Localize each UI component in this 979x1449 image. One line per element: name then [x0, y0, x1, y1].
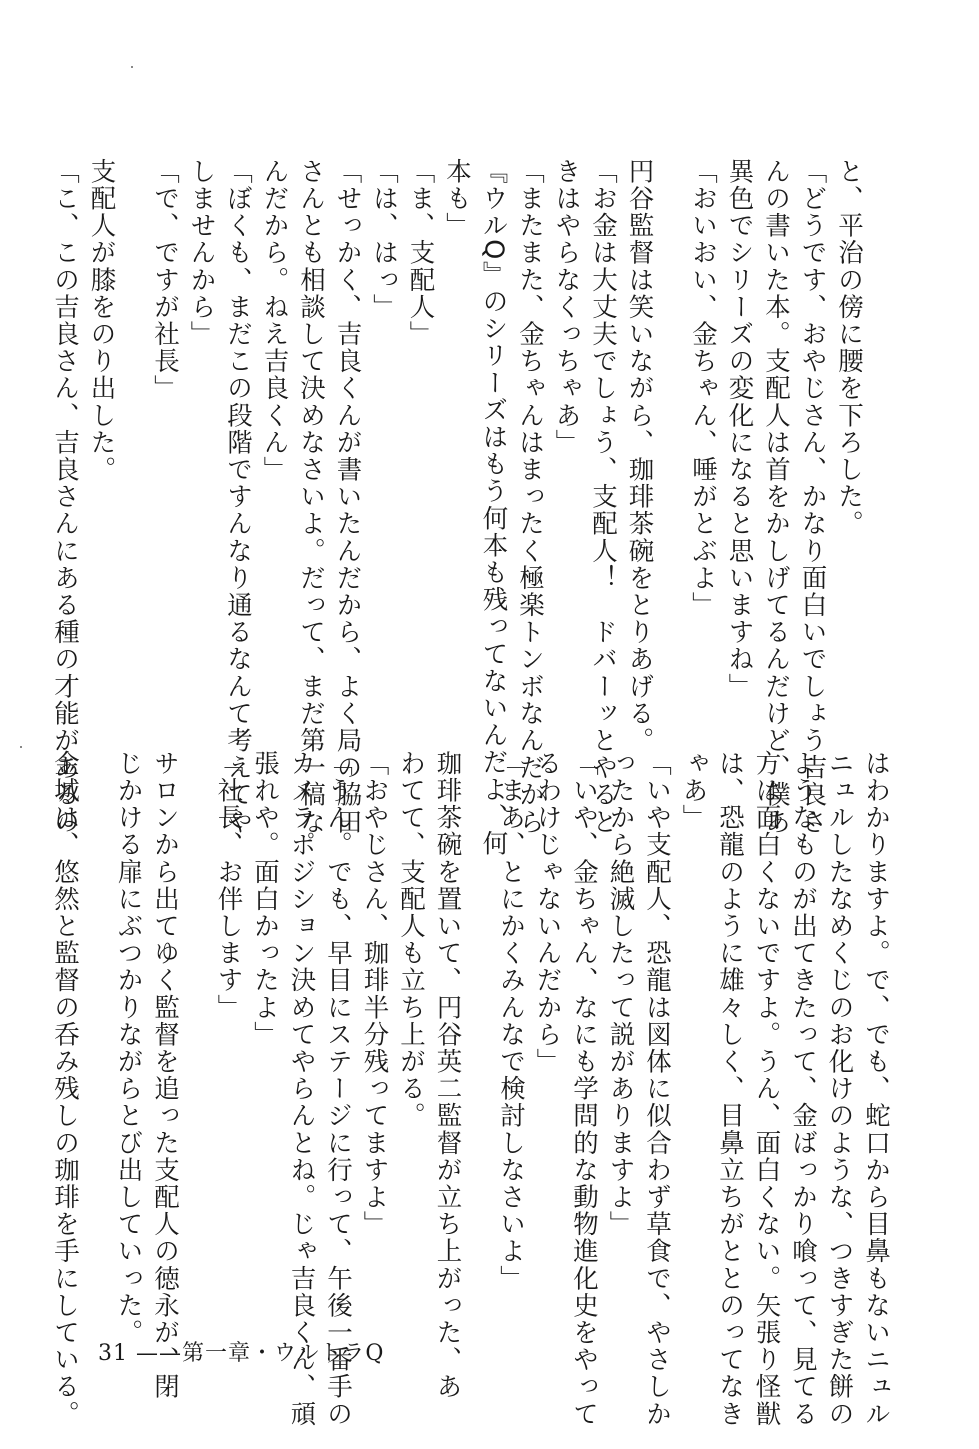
running-footer: ——第一章・ウルトラQ	[136, 1341, 385, 1366]
page-footer	[98, 1336, 384, 1367]
text-line: 「ぼくも、まだこの段階ですんなり通るなんて考えてや	[223, 158, 253, 836]
text-line: しませんから」	[186, 158, 217, 348]
text-line: 金城は、悠然と監督の呑み残しの珈琲を手にしている。	[50, 750, 80, 1428]
text-line: 珈琲茶碗を置いて、円谷英二監督が立ち上がった、あ	[432, 750, 463, 1401]
text-block-top	[50, 158, 894, 858]
text-line: 「いや支配人、恐龍は図体に似合わず草食で、やさしか	[642, 750, 672, 1428]
text-line: サロンから出てゆく監督を追った支配人の徳永が、閉	[150, 750, 180, 1401]
text-line: ったから絶滅したって説がありますよ」	[605, 750, 636, 1238]
text-line: 支配人が膝をのり出した。	[86, 158, 117, 484]
text-line: 「で、ですが社長」	[150, 158, 180, 402]
text-line: 「おいおい、金ちゃん、唾がとぶよ」	[688, 158, 718, 619]
scan-speck	[20, 746, 22, 748]
text-line: じかける扉にぶつかりながらとび出していった。	[113, 750, 144, 1347]
text-line: さんとも相談して決めなさいよ。だって、まだ第一稿な	[296, 158, 326, 836]
text-line: 「おやじさん、珈琲半分残ってますよ」	[359, 750, 390, 1238]
text-line: 「は、はっ」	[369, 158, 399, 321]
text-line: 異色でシリーズの変化になると思いますね」	[724, 158, 755, 700]
text-line: ようなものが出てきたって、金ばっかり喰って、見てる	[788, 750, 818, 1428]
text-line: んだから。ねえ吉良くん」	[259, 158, 290, 484]
text-line: カメラポジション決めてやらんとね。じゃ吉良くん、頑	[286, 750, 317, 1428]
text-line: 「お金は大丈夫でしょう、支配人！ ドバーッとやると	[588, 158, 618, 836]
text-line: は、恐龍のように雄々しく、目鼻立ちがととのってなき	[715, 750, 745, 1428]
text-line: わてて、支配人も立ち上がる。	[396, 750, 426, 1130]
page-number: 31	[98, 1341, 128, 1366]
text-line: 「いや、金ちゃん、なにも学問的な動物進化史をやって	[569, 750, 599, 1428]
text-line: と、平治の傍に腰を下ろした。	[834, 158, 864, 538]
text-line: んの書いた本。支配人は首をかしげてるんだけど、僕あ	[761, 158, 791, 836]
text-line: るわけじゃないんだから」	[532, 750, 563, 1076]
text-line: 張れや。面白かったよ」	[250, 750, 280, 1049]
text-line: ゃあ」	[678, 750, 709, 832]
text-line: きはやらなくっちゃあ」	[551, 158, 582, 457]
text-line: 「どうです、おやじさん、かなり面白いでしょう吉良さ	[797, 158, 828, 836]
text-line: 本も」	[442, 158, 472, 240]
text-line: はわかりますよ。で、でも、蛇口から目鼻もないニュル	[861, 750, 891, 1428]
text-line: 「またまた、金ちゃんはまったく極楽トンボなんだから	[515, 158, 545, 836]
text-line: 『ウルQ』のシリーズはもう何本も残ってないんだよ、何	[478, 158, 509, 858]
text-line: 円谷監督は笑いながら、珈琲茶碗をとりあげる。	[624, 158, 655, 755]
text-line: 「うん。でも、早目にステージに行って、午後一番手の	[323, 750, 353, 1428]
text-line: 「ま、支配人」	[405, 158, 436, 348]
text-line: ニュルしたなめくじのお化けのような、つきすぎた餅の	[824, 750, 855, 1428]
text-line: 「まあ、とにかくみんなで検討しなさいよ」	[496, 750, 526, 1292]
text-line: 「こ、この吉良さん、吉良さんにある種の才能があるの	[50, 158, 80, 836]
scan-speck	[131, 66, 133, 68]
text-line: 「社長、お伴します」	[213, 750, 244, 1021]
text-line: 方は面白くないですよ。うん、面白くない。矢張り怪獣	[751, 750, 782, 1428]
text-line: 「せっかく、吉良くんが書いたんだから、よく局の脇田	[332, 158, 363, 836]
